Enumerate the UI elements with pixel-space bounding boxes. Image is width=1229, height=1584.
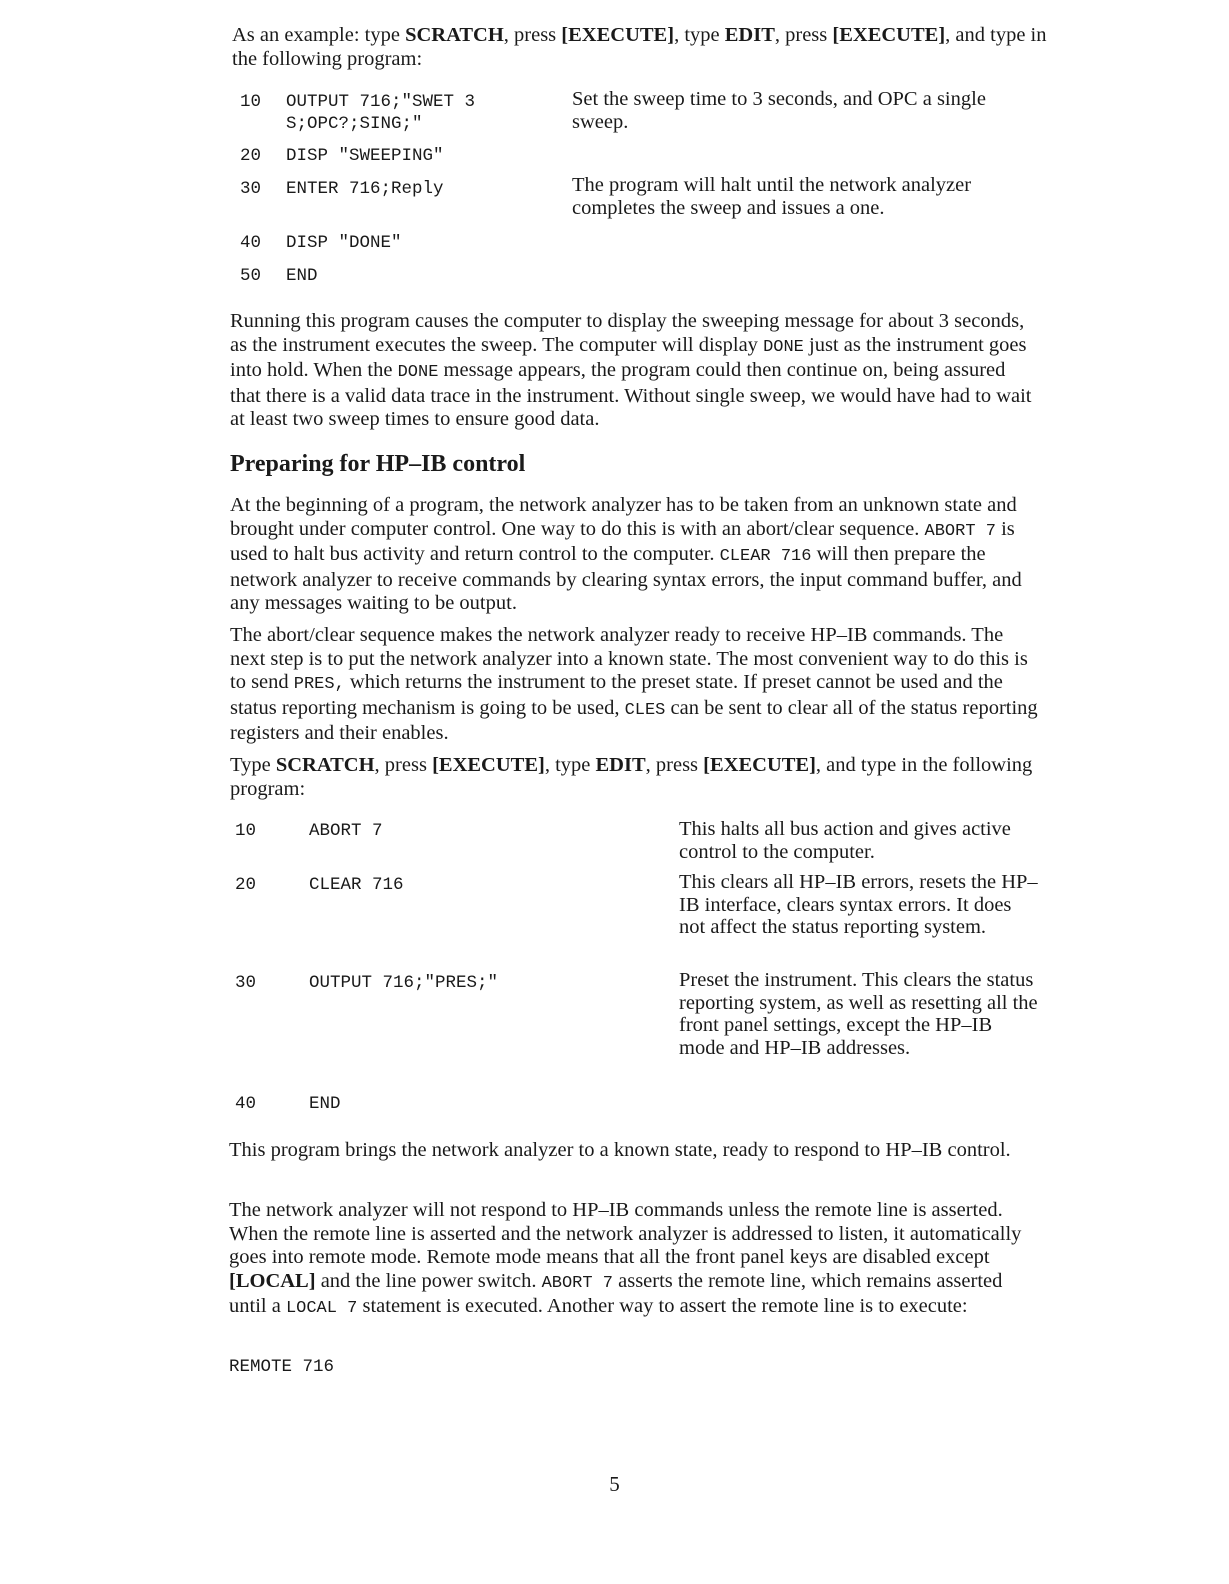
section-heading: Preparing for HP–IB control	[230, 451, 526, 477]
line-number: 10	[240, 92, 262, 112]
running-paragraph: Running this program causes the computer to display the sweeping message for about 3 seconds, as the instrument executes the sweep. The computer will display DONE just as the instrument goes into hold. When the DONE message appears, the program could then continue on, being assured that there is a valid data trace in the instrument. Without single sweep, we would have had to wait at least two sweep times to ensure good data.	[230, 310, 1032, 430]
type-program-paragraph: Type SCRATCH, press [EXECUTE], type EDIT, press [EXECUTE], and type in the following program:	[230, 754, 1033, 800]
intro-paragraph: As an example: type SCRATCH, press [EXECUTE], type EDIT, press [EXECUTE], and type in the following program:	[232, 24, 1047, 70]
page-number: 5	[609, 1472, 620, 1496]
code-line: OUTPUT 716;"SWET 3 S;OPC?;SING;"	[286, 92, 476, 134]
code-line: END	[309, 1094, 341, 1114]
line-number: 30	[240, 179, 262, 199]
code-comment: Preset the instrument. This clears the status reporting system, as well as resetting all the front panel settings, except the HP–IB mode and HP–IB addresses.	[679, 969, 1038, 1059]
line-number: 10	[235, 821, 257, 841]
code-line: ABORT 7	[309, 821, 383, 841]
line-number: 40	[235, 1094, 257, 1114]
code-line: OUTPUT 716;"PRES;"	[309, 973, 499, 993]
abort-clear-paragraph: The abort/clear sequence makes the network analyzer ready to receive HP–IB commands. The next step is to put the network analyzer into a known state. The most convenient way to do this is to send PRES, which returns the instrument to the preset state. If preset cannot be used and the status reporting mechanism is going to be used, CLES can be sent to clear all of the status reporting registers and their enables.	[230, 624, 1038, 744]
code-line: DISP "DONE"	[286, 233, 402, 253]
remote-paragraph: The network analyzer will not respond to HP–IB commands unless the remote line is asserted. When the remote line is asserted and the network analyzer is addressed to listen, it automatically goes into remote mode. Remote mode means that all the front panel keys are disabled except [LOCAL] and the line power switch. ABORT 7 asserts the remote line, which remains asserted until a LOCAL 7 statement is executed. Another way to assert the remote line is to execute:	[229, 1199, 1022, 1318]
code-comment: The program will halt until the network analyzer completes the sweep and issues a one.	[572, 174, 972, 219]
beginning-paragraph: At the beginning of a program, the network analyzer has to be taken from an unknown state and brought under computer control. One way to do this is with an abort/clear sequence. ABORT 7 is used to halt bus activity and return control to the computer. CLEAR 716 will then prepare the network analyzer to receive commands by clearing syntax errors, the input command buffer, and any messages waiting to be output.	[230, 494, 1022, 614]
known-state-paragraph: This program brings the network analyzer to a known state, ready to respond to HP–IB control.	[229, 1139, 1011, 1161]
code-comment: This clears all HP–IB errors, resets the HP–IB interface, clears syntax errors. It does not affect the status reporting system.	[679, 871, 1038, 938]
line-number: 20	[240, 146, 262, 166]
code-line: ENTER 716;Reply	[286, 179, 444, 199]
code-line: END	[286, 266, 318, 286]
remote-command: REMOTE 716	[229, 1357, 335, 1377]
line-number: 50	[240, 266, 262, 286]
code-comment: Set the sweep time to 3 seconds, and OPC a single sweep.	[572, 88, 986, 133]
code-line: CLEAR 716	[309, 875, 404, 895]
line-number: 30	[235, 973, 257, 993]
line-number: 20	[235, 875, 257, 895]
code-line: DISP "SWEEPING"	[286, 146, 444, 166]
line-number: 40	[240, 233, 262, 253]
code-comment: This halts all bus action and gives active control to the computer.	[679, 818, 1011, 863]
